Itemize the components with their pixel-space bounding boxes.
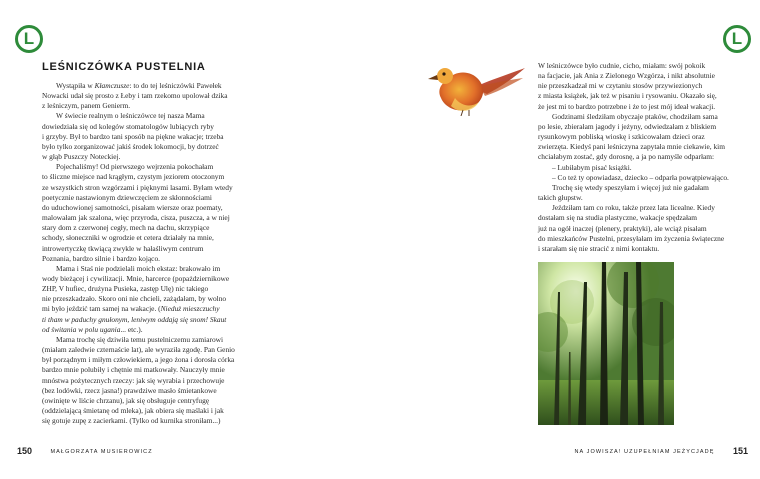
bird-illustration (425, 58, 527, 116)
text-line (538, 91, 738, 101)
text-run: zwierzęta. Kiedyś pani leśniczyna zapytała mnie ciekawie, kim (538, 142, 725, 152)
chapter-heading: LEŚNICZÓWKA PUSTELNIA (42, 61, 206, 73)
text-line (42, 203, 242, 213)
text-line (42, 325, 242, 335)
text-run: do mieszkańców Pustelni, przesyłałam im życzenia świąteczne (538, 233, 725, 243)
text-line (42, 244, 242, 254)
text-line (538, 234, 738, 244)
text-run: Mama i Staś nie podzielali moich ekstaz: brakowało im (56, 263, 221, 273)
text-run: ZHP, V hufiec, drużyna Pusieka, zastęp Ulę) nic takiego (42, 284, 209, 294)
text-line (42, 152, 242, 162)
text-run: bardzo mnie polubiły i chętnie mi matkowały. Nauczyły mnie (42, 365, 225, 375)
text-line (42, 274, 242, 284)
title-running-footer: NA JOWISZA! UZUPEŁNIAM JEŻYCJADĘ (574, 449, 715, 455)
text-line (538, 142, 738, 152)
forest-photo (538, 262, 674, 425)
text-line (42, 376, 242, 386)
text-line (42, 396, 242, 406)
text-line (538, 244, 738, 254)
text-line (42, 386, 242, 396)
text-run: mnóstwa pożytecznych rzeczy: jak się wyrabia i przechowuje (42, 375, 225, 385)
text-run: Godzinami śledziłam obyczaje ptaków, chodziłam sama (552, 111, 718, 121)
right-page-footer (574, 441, 748, 459)
text-line (42, 91, 242, 101)
text-run: schody, słoneczniki w ogrodzie et cetera działały na mnie, (42, 233, 214, 243)
text-line (42, 183, 242, 193)
text-run: z leśniczym, panem Genierm. (42, 101, 131, 111)
text-line (42, 142, 242, 152)
text-run: (miałam zaledwie czternaście lat), ale wyraziła zgodę. Pan Genio (42, 345, 235, 355)
text-line (42, 213, 242, 223)
text-run: Jeździłam tam co roku, także przez lata licealne. Kiedy (552, 203, 715, 213)
text-line (538, 213, 738, 223)
text-line (42, 162, 242, 172)
text-line (42, 81, 242, 91)
text-run: introwertyczkę tkwiącą zwykle w hałaśliwym centrum (42, 243, 204, 253)
text-line (42, 254, 242, 264)
text-run: w głąb Puszczy Noteckiej. (42, 152, 121, 162)
text-run: ze wszystkich stron wzgórzami i pięknymi lasami. Byłam wtedy (42, 182, 233, 192)
text-run: malowałam jak szalona, więc przyroda, cisza, puszcza, a w niej (42, 213, 230, 223)
italic-text-run: od świtania w polu ugania (42, 324, 121, 334)
text-line (538, 112, 738, 122)
text-line (42, 132, 242, 142)
text-run: i grzyby. Był to bardzo tani sposób na piękne wakacje; trzeba (42, 131, 224, 141)
text-line (42, 233, 242, 243)
text-run: W świecie realnym o leśniczówce tej nasza Mama (56, 111, 205, 121)
text-line (538, 122, 738, 132)
text-line (42, 264, 242, 274)
text-run: (oddzielającą śmietanę od mleka), jak obiera się maślaki i jak (42, 406, 224, 415)
text-run: się gotuje zupę z zacierkami. (Tylko od kurnika stroniłam...) (42, 416, 221, 426)
text-line (42, 355, 242, 365)
text-run: (owinięte w liście chrzanu), jak się obsługuje centryfugę (42, 395, 210, 405)
text-run: stary dom z czerwonej cegły, mech na dachu, skrzypiące (42, 223, 210, 233)
text-line (42, 315, 242, 325)
text-line (42, 122, 242, 132)
italic-text-run: Kłamczusze (94, 81, 130, 90)
text-run: do uduchowionej samotności, pisałam wiersze oraz poematy, (42, 202, 223, 212)
italic-text-run: ti tham w paduchy gnułonym, leniwym oddają się snom! Skaut (42, 314, 227, 324)
text-run: : to do tej leśniczówki Pawełek (129, 81, 222, 90)
text-line (42, 406, 242, 416)
text-line (538, 183, 738, 193)
text-line (42, 365, 242, 375)
text-run: dowiedziała się od kolegów stomatologów lubiących ryby (42, 121, 214, 131)
text-run: – Co też ty opowiadasz, dziecko – odparła powątpiewająco. (552, 172, 729, 182)
letter-l-badge-icon: L (723, 25, 751, 53)
letter-l-badge-icon: L (15, 25, 43, 53)
text-run: Mama trochę się dziwiła temu pustelniczemu zamiarowi (56, 334, 224, 344)
text-line (42, 416, 242, 426)
text-run: chciałabym zostać, gdy dorosnę, a ja po namyśle odparłam: (538, 152, 715, 162)
text-line (538, 173, 738, 183)
text-line (42, 284, 242, 294)
text-run: dostałam się na studia plastyczne, wakacje spędzałam (538, 213, 698, 223)
text-run: poetycznie nastawionym dziewczęciem ze skłonnościami (42, 192, 212, 202)
text-line (42, 304, 242, 314)
text-line (42, 335, 242, 345)
text-line (42, 223, 242, 233)
text-run: W leśniczówce było cudnie, cicho, miałam: swój pokoik (538, 61, 706, 70)
text-run: Wystąpiła w (56, 81, 95, 90)
text-run: to śliczne miejsce nad krągłym, czystym jeziorem otoczonym (42, 172, 225, 182)
text-run: było tylko zorganizować jakiś środek lokomocji, by dotrzeć (42, 141, 219, 151)
text-run: wody bieżącej i cywilizacji. Mnie, harcerce (popażdziernikowe (42, 273, 230, 283)
text-line (538, 203, 738, 213)
text-run: mi było jeździć tam samej na wakacje. ( (42, 304, 161, 314)
text-run: Trochę się wtedy speszyłam i więcej już nie gadałam (552, 182, 709, 192)
text-line (42, 193, 242, 203)
text-line (538, 224, 738, 234)
text-run: na facjacie, jak Ania z Zielonego Wzgórza, i nikt absolutnie (538, 71, 715, 81)
text-line (538, 152, 738, 162)
page-number: 150 (17, 446, 33, 456)
text-line (538, 81, 738, 91)
text-run: (bez lodówki, rzecz jasna!) prawdziwe masło śmietankowe (42, 385, 217, 395)
right-text-column (538, 61, 738, 254)
text-run: takich głupstw. (538, 193, 583, 203)
text-run: Pojechaliśmy! Od pierwszego wejrzenia pokochałam (56, 162, 214, 172)
text-line (42, 111, 242, 121)
left-text-column (42, 81, 242, 426)
text-line (42, 345, 242, 355)
text-run: po lesie, zbierałam jagody i jeżyny, odwiedzałam z bliskiem (538, 121, 717, 131)
text-line (42, 172, 242, 182)
text-run: z miasta książek, jak też w pisaniu i rysowaniu. Okazało się, (538, 91, 717, 101)
text-line (538, 193, 738, 203)
text-line (538, 71, 738, 81)
text-run: nie przeszkadzał mi w czytaniu stosów przywiezionych (538, 81, 703, 91)
text-run: rysunkowym pobliską wioskę i szkicowałam dzieci oraz (538, 132, 705, 142)
text-line (538, 61, 738, 71)
page-number: 151 (732, 446, 748, 456)
text-run: nie przeszkadzało. Skoro oni nie chcieli, zażądałam, by wolno (42, 294, 227, 304)
text-line (538, 132, 738, 142)
text-run: Nowacki udał się prosto z Łeby i tam rzekomo upolował dzika (42, 91, 228, 101)
text-line (42, 294, 242, 304)
text-line (538, 102, 738, 112)
text-run: – Lubiłabym pisać książki. (552, 162, 632, 172)
text-run: ... etc.). (120, 324, 143, 334)
text-line (538, 163, 738, 173)
left-page-footer (17, 441, 153, 459)
text-line (42, 101, 242, 111)
text-run: że jest mi to bardzo potrzebne i że to jest mój ideał wakacji. (538, 101, 716, 111)
text-run: był porządnym i miłym człowiekiem, a jego żona i dorosła córka (42, 355, 235, 365)
text-run: Poznania, bardzo silnie i bardzo kojąco. (42, 253, 161, 263)
author-running-footer: MAŁGORZATA MUSIEROWICZ (50, 449, 153, 455)
text-run: i starałam się nie stracić z nimi kontaktu. (538, 243, 660, 253)
italic-text-run: Nieduż mieszczuchy (160, 304, 220, 314)
text-run: już na ogół inaczej (plenery, praktyki), ale wciąż pisałam (538, 223, 707, 233)
